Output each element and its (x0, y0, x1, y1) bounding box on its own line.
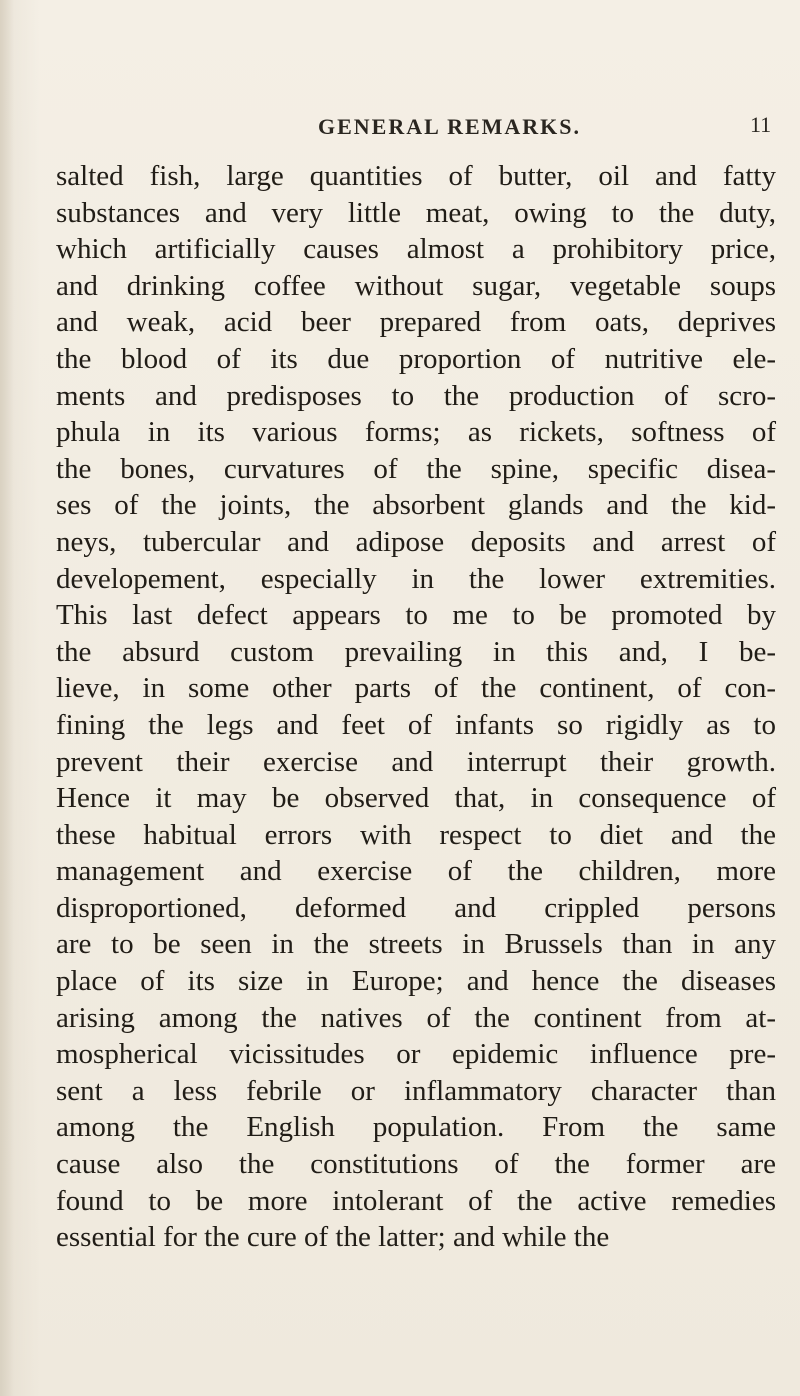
text-line: mospherical vicissitudes or epidemic influence pre- (56, 1038, 776, 1071)
text-line: the blood of its due proportion of nutritive ele- (56, 342, 776, 375)
text-line: among the English population. From the same (56, 1111, 776, 1144)
text-line: neys, tubercular and adipose deposits and arrest of (56, 525, 776, 558)
text-line: substances and very little meat, owing to the duty, (56, 196, 776, 229)
page-header (0, 108, 800, 148)
text-line: management and exercise of the children, more (56, 855, 776, 888)
text-line: which artificially causes almost a prohibitory price, (56, 233, 776, 266)
text-line: arising among the natives of the continent from at- (56, 1001, 776, 1034)
text-line: the absurd custom prevailing in this and, I be- (56, 635, 776, 668)
text-line: ments and predisposes to the production of scro- (56, 379, 776, 412)
text-line: This last defect appears to me to be promoted by (56, 599, 776, 632)
text-line: the bones, curvatures of the spine, specific disea- (56, 452, 776, 485)
text-line: place of its size in Europe; and hence the diseases (56, 965, 776, 998)
text-line: are to be seen in the streets in Brussels than in any (56, 928, 776, 961)
text-line: found to be more intolerant of the active remedies (56, 1184, 776, 1217)
text-line: these habitual errors with respect to diet and the (56, 818, 776, 851)
text-line: lieve, in some other parts of the continent, of con- (56, 672, 776, 705)
text-line: phula in its various forms; as rickets, softness of (56, 416, 776, 449)
text-line: disproportioned, deformed and crippled persons (56, 891, 776, 924)
running-head: GENERAL REMARKS. (318, 114, 582, 139)
page-number: 11 (750, 112, 772, 137)
text-line: and drinking coffee without sugar, vegetable soups (56, 269, 776, 302)
text-line: essential for the cure of the latter; and while the (56, 1221, 610, 1254)
page-gutter-shadow (0, 0, 14, 1396)
text-line: sent a less febrile or inflammatory character than (56, 1074, 776, 1107)
text-line: developement, especially in the lower extremities. (56, 562, 776, 595)
body-text (56, 158, 776, 1256)
text-line: prevent their exercise and interrupt their growth. (56, 745, 776, 778)
text-line: ses of the joints, the absorbent glands and the kid- (56, 489, 776, 522)
text-line: and weak, acid beer prepared from oats, deprives (56, 306, 776, 339)
text-line: fining the legs and feet of infants so rigidly as to (56, 708, 776, 741)
text-line: salted fish, large quantities of butter, oil and fatty (56, 160, 776, 192)
text-line: cause also the constitutions of the former are (56, 1148, 776, 1181)
text-line: Hence it may be observed that, in consequence of (56, 782, 776, 815)
